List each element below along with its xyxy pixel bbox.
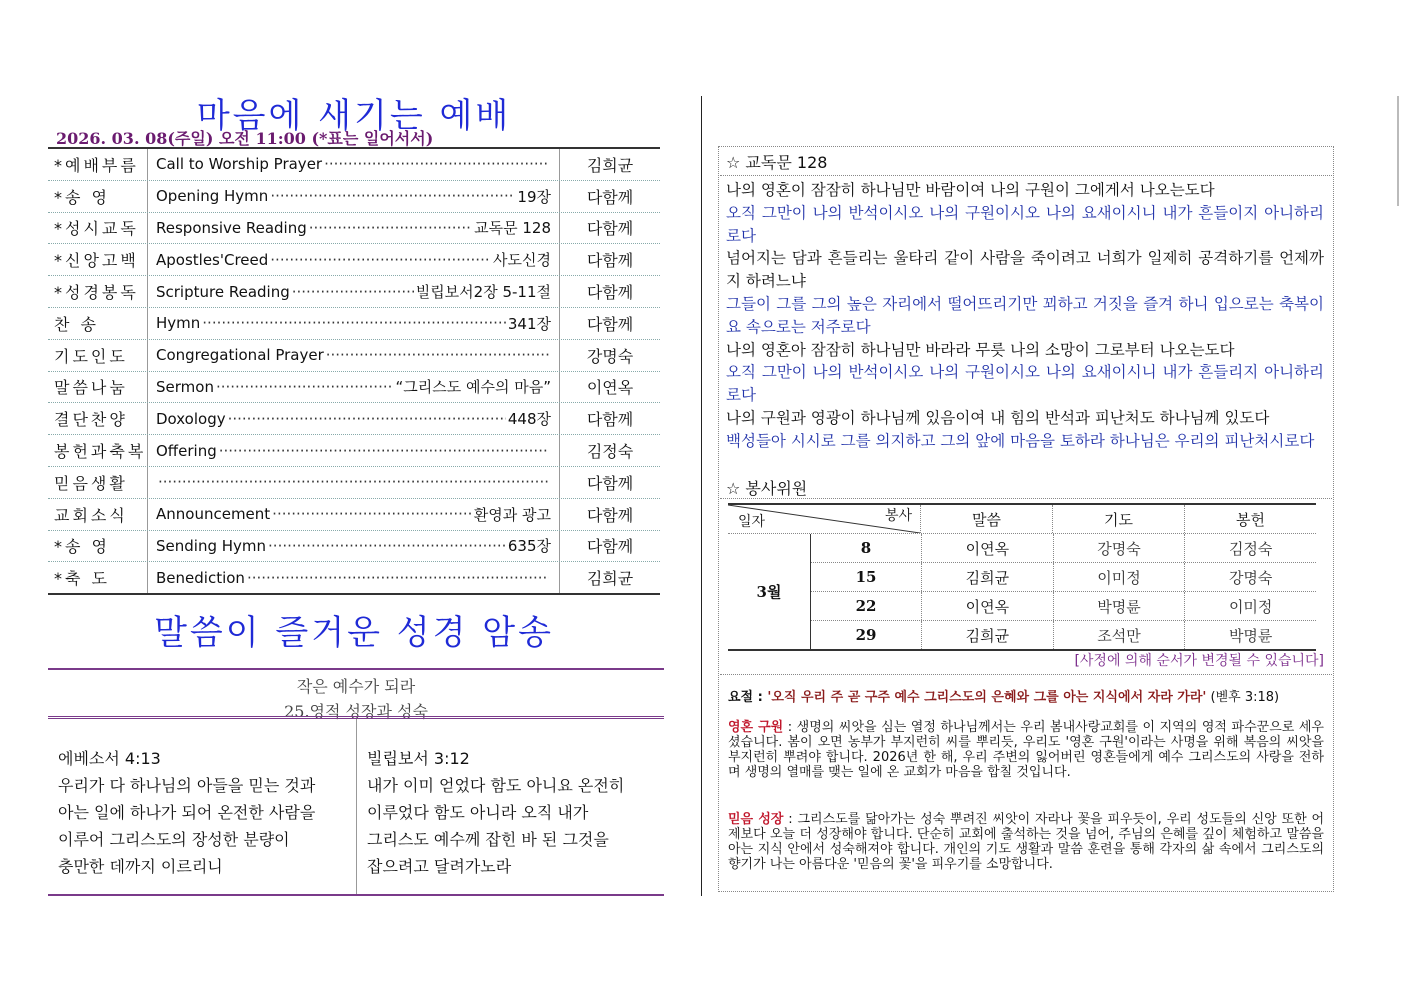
order-ref: 교독문 128 [474, 219, 551, 238]
order-leader: 다함께 [586, 283, 634, 303]
responsive-verse-people: 오직 그만이 나의 반석이시오 나의 구원이시오 나의 요새이시니 내가 흔들이지 아니하리로다 [726, 203, 1324, 245]
responsive-verse-leader: 넘어지는 담과 흔들리는 울타리 같이 사람을 죽이려고 너희가 일제히 공격하기를 언제까지 하려느냐 [726, 249, 1324, 291]
order-leader: 다함께 [586, 473, 634, 493]
memorization-line: 이루어 그리스도의 장성한 분량이 [58, 830, 290, 849]
order-eng: Scripture Reading [156, 282, 290, 301]
header-sermon: 말씀 [921, 505, 1053, 533]
order-eng: Responsive Reading [156, 218, 307, 237]
paragraph-head: 영혼 구원 [728, 720, 784, 735]
order-kor: *송 영 [48, 531, 148, 562]
table-row [811, 592, 1316, 621]
order-row [48, 531, 660, 563]
memorization-right [357, 719, 664, 894]
day-cell: 29 [811, 621, 922, 649]
worship-datetime: 2026. 03. 08(주일) 오전 11:00 (*표는 일어서서) [56, 129, 434, 148]
volunteer-table [728, 503, 1316, 651]
order-ref: 사도신경 [493, 251, 551, 270]
memorization-line: 이루었다 함도 아니라 오직 내가 [367, 803, 589, 822]
order-leader: 김정숙 [586, 442, 634, 462]
worship-order-table [48, 147, 660, 595]
order-kor: *성경봉독 [48, 276, 148, 307]
memorization-line: 내가 이미 얻었다 함도 아니요 온전히 [367, 776, 625, 795]
month-cell: 3월 [728, 534, 811, 649]
memorization-box [48, 716, 664, 896]
day-cell: 22 [811, 592, 922, 620]
order-kor: *신앙고백 [48, 244, 148, 275]
separator [720, 674, 1332, 675]
order-leader: 다함께 [586, 251, 634, 271]
order-eng: Congregational Prayer [156, 346, 324, 365]
order-ref: 635장 [507, 537, 551, 556]
responsive-verse-people: 오직 그만이 나의 반석이시오 나의 구원이시오 나의 요새이시니 내가 흔들리지 아니하리로다 [726, 363, 1324, 405]
paragraph-text: : 그리스도를 닮아가는 성숙 뿌려진 씨앗이 자라나 꽃을 피우듯이, 우리 성도들의 신앙 또한 어제보다 오늘 더 성장해야 합니다. 단순히 교회에 출석하는 것을 넘어, 주님의 은혜를 깊이 체험하고 말씀을 아는 지식 안에서 성숙해져야 합니다. 개인의 기도 생활과 말씀 훈련을 통해 각자의 삶 속에서 그리스도의 향기가 나는 아름다운 '믿음의 꽃'을 피우기를 소망합니다. [728, 812, 1325, 872]
memorization-line: 그리스도 예수께 잡힌 바 된 그것을 [367, 830, 609, 849]
paragraph-salvation [728, 720, 1324, 780]
order-row [48, 403, 660, 435]
order-leader: 다함께 [586, 314, 634, 334]
order-eng: Call to Worship Prayer [156, 155, 323, 174]
prayer-cell: 이미정 [1054, 563, 1186, 591]
offering-cell: 이미정 [1228, 597, 1273, 616]
order-row [48, 340, 660, 372]
order-leader: 강명숙 [586, 346, 634, 366]
memorization-right-ref: 빌립보서 3:12 [367, 749, 470, 768]
order-eng: Hymn [156, 314, 201, 333]
order-eng: Sermon [156, 377, 214, 396]
order-row [48, 308, 660, 340]
diag-bottom-label: 일자 [738, 514, 766, 530]
table-row [811, 621, 1316, 649]
paragraph-text: : 생명의 씨앗을 심는 열정 하나님께서는 우리 봄내사랑교회를 이 지역의 영적 파수꾼으로 세우셨습니다. 봄이 오면 농부가 부지런히 씨를 뿌리듯, 우리도 '영혼 구원'이라는 사명을 위해 복음의 씨앗을 부지런히 뿌려야 합니다. 2026년 한 해, 우리 주변의 잃어버린 영혼들에게 예수 그리스도의 사랑을 전하며 생명의 열매를 맺는 일에 온 교회가 마음을 합칠 것입니다. [728, 720, 1324, 780]
order-kor: 찬 송 [48, 308, 148, 339]
order-row [48, 562, 660, 593]
order-leader: 김희균 [586, 569, 634, 589]
order-leader: 다함께 [586, 187, 634, 207]
order-eng: Benediction [156, 568, 245, 587]
order-ref: 빌립보서2장 5-11절 [415, 283, 551, 302]
memorization-line: 충만한 데까지 이르리니 [58, 857, 223, 876]
memorization-left-ref: 에베소서 4:13 [58, 749, 161, 768]
order-ref: 19장 [517, 187, 551, 206]
sermon-cell: 이연옥 [922, 534, 1054, 562]
offering-cell: 박명륜 [1228, 626, 1273, 645]
volunteer-body [728, 534, 1316, 651]
responsive-verse-people: 그들이 그를 그의 높은 자리에서 떨어뜨리기만 꾀하고 거짓을 즐겨 하니 입으로는 축복이요 속으로는 저주로다 [726, 294, 1324, 336]
order-row [48, 244, 660, 276]
day-cell: 15 [811, 563, 922, 591]
order-kor: 말씀나눔 [48, 372, 148, 403]
edge-mark [1397, 96, 1399, 206]
order-row [48, 276, 660, 308]
order-kor: *성시교독 [48, 213, 148, 244]
paragraph-growth [728, 812, 1324, 872]
order-row [48, 435, 660, 467]
order-row [48, 467, 660, 499]
order-leader: 이연옥 [586, 378, 634, 398]
order-kor: 믿음생활 [48, 467, 148, 498]
sermon-cell: 김희균 [922, 563, 1054, 591]
responsive-verse-leader: 나의 영혼아 잠잠히 하나님만 바라라 무릇 나의 소망이 그로부터 나오는도다 [726, 340, 1235, 359]
prayer-cell: 강명숙 [1054, 534, 1186, 562]
responsive-verse-people: 백성들아 시시로 그를 의지하고 그의 앞에 마음을 토하라 하나님은 우리의 피난처시로다 [726, 431, 1315, 450]
header-prayer: 기도 [1053, 505, 1185, 533]
order-ref: 448장 [507, 410, 551, 429]
order-row [48, 181, 660, 213]
responsive-verse-leader: 나의 구원과 영광이 하나님께 있음이여 내 힘의 반석과 피난처도 하나님께 있도다 [726, 408, 1270, 427]
sermon-cell: 김희균 [922, 621, 1054, 649]
order-kor: *예배부름 [48, 149, 148, 180]
prayer-cell: 조석만 [1054, 621, 1186, 649]
sermon-cell: 이연옥 [922, 592, 1054, 620]
offering-cell: 강명숙 [1228, 568, 1273, 587]
memorization-header [48, 668, 664, 722]
order-leader: 다함께 [586, 537, 634, 557]
diag-top-label: 봉사 [884, 508, 912, 524]
order-row [48, 499, 660, 531]
memorization-line: 아는 일에 하나가 되어 온전한 사람을 [58, 803, 316, 822]
order-ref: 341장 [507, 314, 551, 333]
memorization-left [48, 719, 357, 894]
worship-title: 마음에 새기는 예배 [196, 96, 512, 136]
responsive-reading-body [726, 179, 1324, 453]
summary-verse: '오직 우리 주 곧 구주 예수 그리스도의 은혜와 그를 아는 지식에서 자라 가라' [767, 690, 1207, 705]
day-cell: 8 [811, 534, 922, 562]
order-eng: Opening Hymn [156, 187, 269, 206]
memorization-lesson: 25.영적 성장과 성숙 [284, 702, 428, 721]
table-row [811, 534, 1316, 563]
order-kor: 기도인도 [48, 340, 148, 371]
summary-verse-line [728, 686, 1328, 705]
volunteer-note: [사정에 의해 순서가 변경될 수 있습니다] [1074, 653, 1324, 669]
responsive-verse-leader: 나의 영혼이 잠잠히 하나님만 바람이여 나의 구원이 그에게서 나오는도다 [726, 181, 1215, 199]
offering-cell: 김정숙 [1228, 539, 1273, 558]
memorization-series: 작은 예수가 되라 [296, 677, 416, 696]
table-row [811, 563, 1316, 592]
separator [720, 175, 1332, 176]
order-kor: 결단찬양 [48, 403, 148, 434]
order-leader: 다함께 [586, 410, 634, 430]
center-divider [701, 96, 702, 896]
responsive-reading-title: ☆ 교독문 128 [726, 153, 828, 172]
summary-label: 요절 : [728, 690, 768, 705]
order-eng: Announcement [156, 505, 271, 524]
order-row [48, 372, 660, 404]
order-ref: 환영과 광고 [473, 505, 551, 524]
order-eng: Offering [156, 441, 217, 460]
order-row [48, 213, 660, 245]
memorization-line: 잡으려고 달려가노라 [367, 857, 512, 876]
volunteer-header-row [728, 503, 1316, 534]
order-kor: 교회소식 [48, 499, 148, 530]
order-eng: Sending Hymn [156, 536, 267, 555]
order-kor: *송 영 [48, 181, 148, 212]
order-eng: Doxology [156, 409, 226, 428]
order-leader: 다함께 [586, 505, 634, 525]
paragraph-head: 믿음 성장 [728, 812, 784, 827]
header-offering: 봉헌 [1236, 510, 1265, 529]
order-kor: *축 도 [48, 562, 148, 593]
order-eng: Apostles'Creed [156, 250, 269, 269]
order-leader: 김희균 [586, 155, 634, 175]
volunteer-title: ☆ 봉사위원 [726, 479, 808, 498]
order-row [48, 149, 660, 181]
order-kor: 봉헌과축복 [48, 435, 148, 466]
diagonal-header-cell [728, 505, 921, 533]
prayer-cell: 박명륜 [1054, 592, 1186, 620]
memorization-line: 우리가 다 하나님의 아들을 믿는 것과 [58, 776, 316, 795]
memorization-title: 말씀이 즐거운 성경 암송 [154, 613, 554, 653]
order-leader: 다함께 [586, 219, 634, 239]
order-ref: “그리스도 예수의 마음” [395, 378, 551, 397]
summary-ref: (벧후 3:18) [1210, 690, 1280, 705]
separator [720, 498, 1332, 499]
